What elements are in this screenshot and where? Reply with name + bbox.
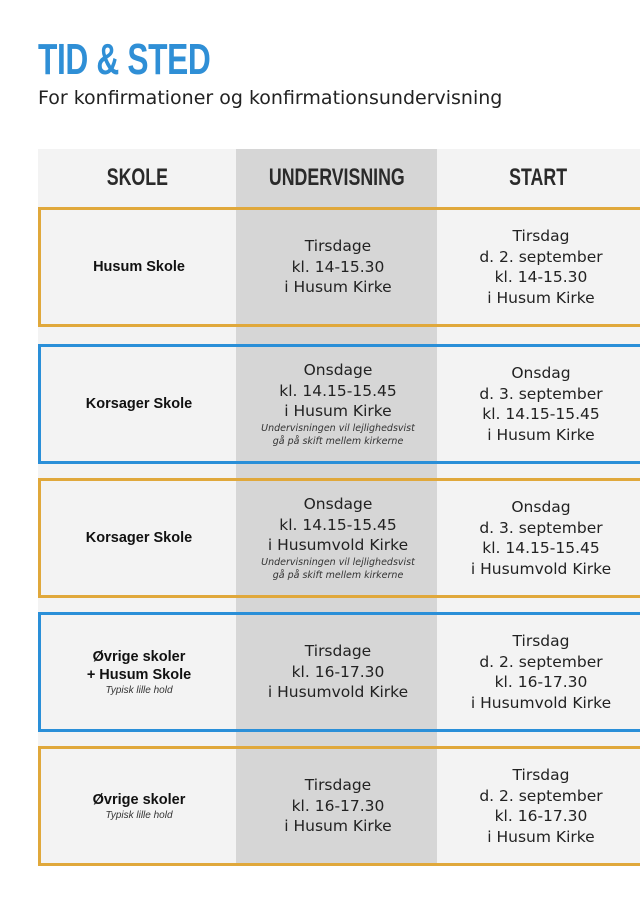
start-line: i Husum Kirke	[487, 827, 595, 846]
start-cell	[439, 347, 640, 461]
school-name: + Husum Skole	[86, 666, 192, 683]
teaching-note: gå på skift mellem kirkerne	[272, 569, 404, 581]
start-line: d. 3. september	[479, 384, 603, 403]
school-name: Husum Skole	[93, 259, 185, 275]
teaching-line: kl. 16-17.30	[291, 796, 385, 815]
start-line: kl. 14-15.30	[494, 268, 588, 286]
teaching-line: i Husum Kirke	[284, 402, 392, 421]
teaching-cell	[237, 210, 439, 324]
page-subtitle: For konfirmationer og konfirmationsundervisning	[38, 87, 503, 109]
schedule-row	[38, 344, 640, 464]
teaching-line: Tirsdage	[304, 776, 372, 795]
school-note: Typisk lille hold	[105, 809, 173, 821]
teaching-line: Onsdage	[303, 495, 373, 514]
start-cell	[439, 210, 640, 324]
start-line: Tirsdag	[512, 227, 570, 245]
teaching-line: i Husum Kirke	[284, 278, 392, 297]
teaching-line: i Husumvold Kirke	[267, 536, 409, 555]
start-line: Tirsdag	[512, 766, 570, 784]
teaching-note: Undervisningen vil lejlighedsvist	[261, 556, 415, 568]
school-name: Øvrige skoler	[92, 648, 186, 665]
school-name: Korsager Skole	[85, 396, 193, 412]
start-line: kl. 14.15-15.45	[482, 539, 600, 557]
start-line: kl. 16-17.30	[494, 673, 588, 691]
teaching-line: Onsdage	[303, 361, 373, 380]
page-title: TID & STED	[38, 35, 211, 84]
school-cell	[41, 481, 237, 595]
school-cell	[41, 749, 237, 863]
teaching-note: Undervisningen vil lejlighedsvist	[261, 422, 415, 434]
header-start: START	[509, 164, 568, 191]
start-line: Tirsdag	[512, 632, 570, 650]
teaching-line: kl. 14.15-15.45	[279, 381, 397, 400]
teaching-line: Tirsdage	[304, 642, 372, 661]
start-line: i Husum Kirke	[487, 425, 595, 444]
schedule-row	[38, 612, 640, 732]
teaching-line: kl. 14.15-15.45	[279, 515, 397, 534]
teaching-line: kl. 14-15.30	[291, 257, 385, 276]
teaching-cell	[237, 481, 439, 595]
teaching-cell	[237, 347, 439, 461]
teaching-cell	[237, 749, 439, 863]
school-cell	[41, 615, 237, 729]
teaching-line: kl. 16-17.30	[291, 662, 385, 681]
table-header	[38, 149, 640, 207]
start-line: i Husum Kirke	[487, 288, 595, 307]
header-undervisning: UNDERVISNING	[268, 164, 405, 191]
school-name: Korsager Skole	[85, 530, 193, 546]
schedule-row	[38, 478, 640, 598]
school-name: Øvrige skoler	[92, 791, 186, 808]
header-skole: SKOLE	[106, 164, 168, 191]
start-line: kl. 16-17.30	[494, 807, 588, 825]
start-line: d. 3. september	[479, 518, 603, 537]
teaching-line: i Husum Kirke	[284, 817, 392, 836]
start-cell	[439, 481, 640, 595]
start-line: Onsdag	[511, 364, 571, 382]
start-line: i Husumvold Kirke	[470, 693, 612, 712]
start-line: d. 2. september	[479, 652, 603, 671]
start-line: d. 2. september	[479, 247, 603, 266]
teaching-line: Tirsdage	[304, 237, 372, 256]
school-cell	[41, 210, 237, 324]
start-line: kl. 14.15-15.45	[482, 405, 600, 423]
start-line: Onsdag	[511, 498, 571, 516]
teaching-note: gå på skift mellem kirkerne	[272, 435, 404, 447]
start-cell	[439, 615, 640, 729]
start-cell	[439, 749, 640, 863]
school-cell	[41, 347, 237, 461]
start-line: d. 2. september	[479, 786, 603, 805]
schedule-row	[38, 746, 640, 866]
teaching-cell	[237, 615, 439, 729]
school-note: Typisk lille hold	[105, 684, 173, 696]
schedule-row	[38, 207, 640, 327]
teaching-line: i Husumvold Kirke	[267, 683, 409, 702]
start-line: i Husumvold Kirke	[470, 559, 612, 578]
